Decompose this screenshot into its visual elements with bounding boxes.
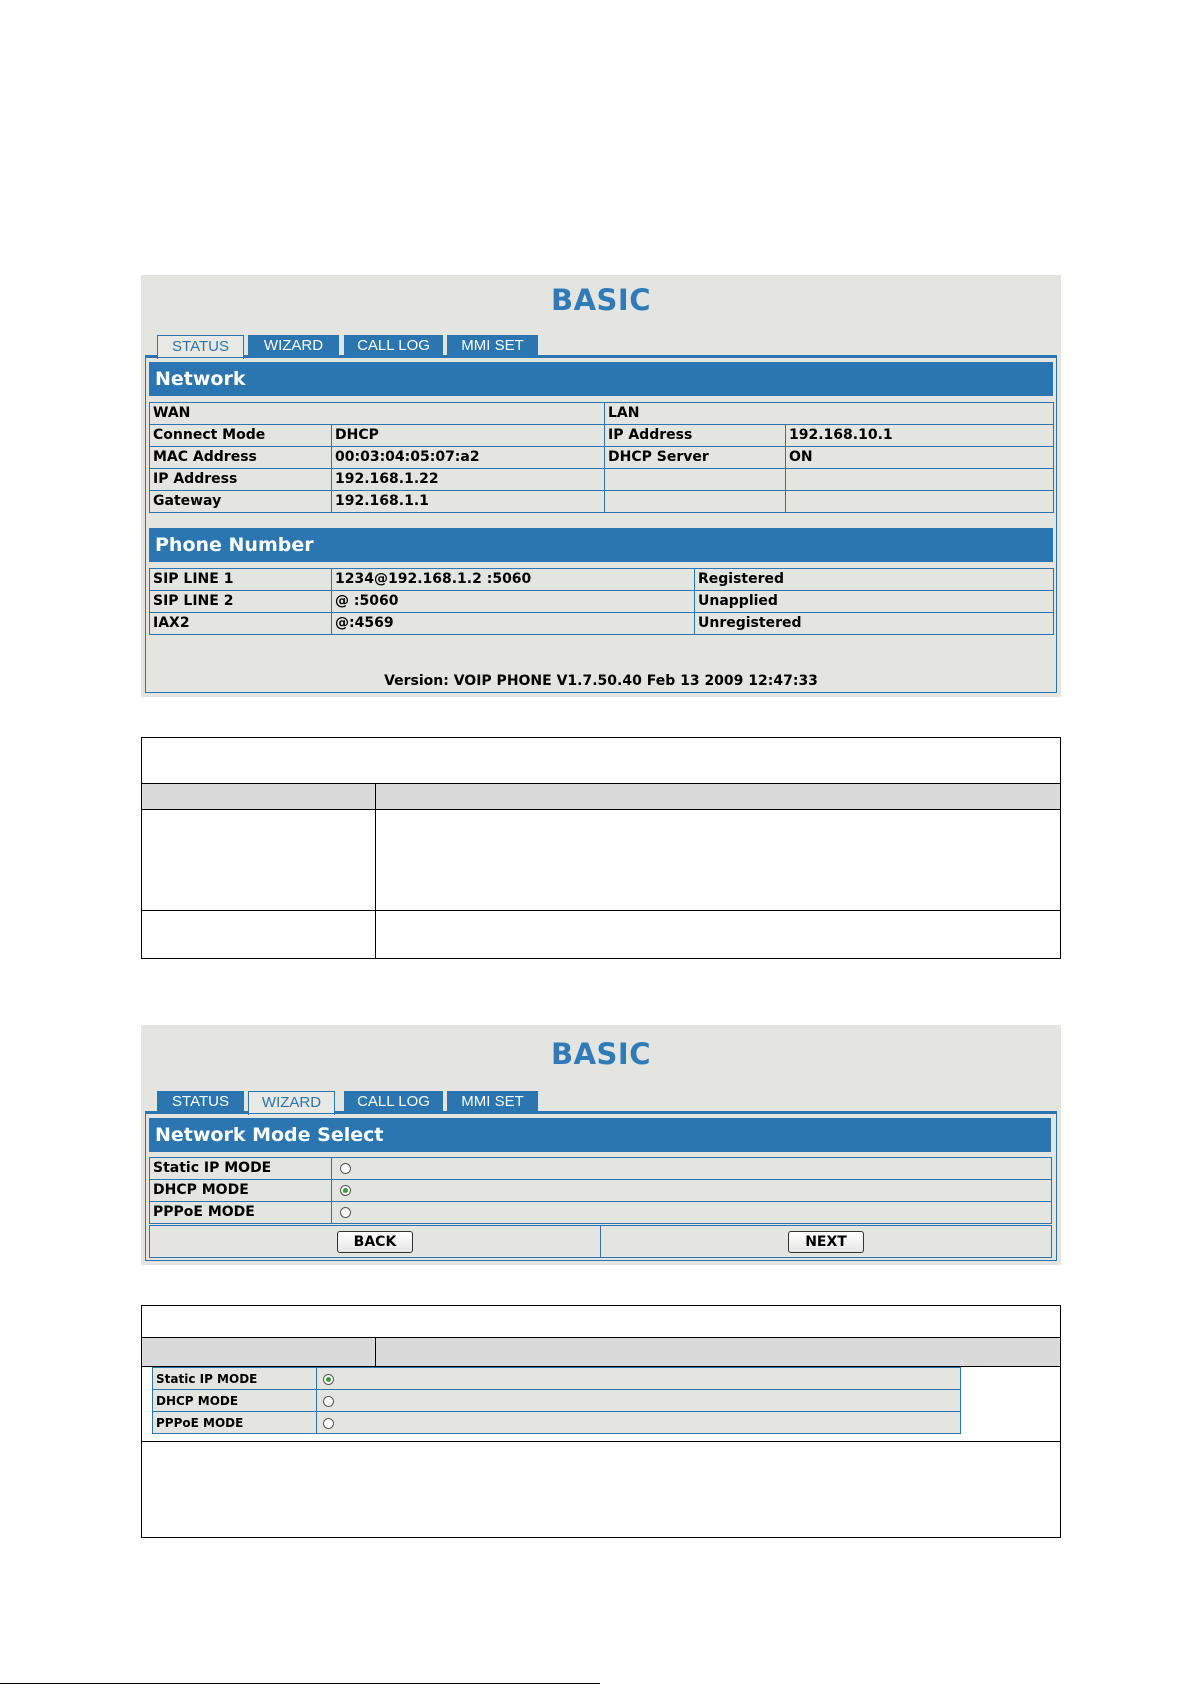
empty-cell — [786, 491, 1054, 513]
row-divider — [142, 809, 1060, 810]
empty-cell — [786, 469, 1054, 491]
static-ip-mode-radio[interactable] — [340, 1163, 351, 1174]
lan-dhcp-server-label: DHCP Server — [605, 447, 786, 469]
table-row — [153, 1368, 961, 1390]
dhcp-mode-label: DHCP MODE — [153, 1390, 317, 1412]
row-divider — [142, 910, 1060, 911]
wizard-nav-table — [149, 1225, 1052, 1258]
basic-status-panel — [141, 275, 1061, 697]
static-ip-mode-label: Static IP MODE — [150, 1158, 332, 1180]
sip-line-2-status: Unapplied — [695, 591, 1054, 613]
phone-number-heading: Phone Number — [149, 528, 1053, 562]
panel-title: BASIC — [550, 1037, 651, 1071]
sip-line-2-account: @ :5060 — [332, 591, 695, 613]
tab-call-log[interactable]: CALL LOG — [344, 335, 443, 357]
radio-cell — [332, 1202, 1052, 1224]
table-row — [150, 591, 1054, 613]
panel-title: BASIC — [550, 283, 651, 317]
table-row — [150, 447, 1054, 469]
wan-ip-address-value: 192.168.1.22 — [332, 469, 605, 491]
tab-status[interactable]: STATUS — [157, 335, 244, 359]
pppoe-mode-radio[interactable] — [340, 1207, 351, 1218]
table-row — [150, 425, 1054, 447]
table-row — [150, 1180, 1052, 1202]
network-heading: Network — [149, 362, 1053, 396]
lan-ip-address-label: IP Address — [605, 425, 786, 447]
radio-cell — [332, 1158, 1052, 1180]
table-row — [150, 1226, 1052, 1258]
table-row — [153, 1412, 961, 1434]
pppoe-mode-label: PPPoE MODE — [153, 1412, 317, 1434]
pppoe-mode-radio[interactable] — [323, 1418, 334, 1429]
radio-cell — [317, 1368, 961, 1390]
iax2-status: Unregistered — [695, 613, 1054, 635]
sip-line-2-label: SIP LINE 2 — [150, 591, 332, 613]
empty-cell — [605, 491, 786, 513]
dhcp-mode-radio[interactable] — [340, 1185, 351, 1196]
tab-status[interactable]: STATUS — [157, 1091, 244, 1113]
tab-bar — [145, 335, 1057, 357]
table-row — [150, 469, 1054, 491]
next-button[interactable]: NEXT — [788, 1231, 864, 1253]
tab-wizard[interactable]: WIZARD — [248, 335, 339, 357]
empty-cell — [605, 469, 786, 491]
tab-wizard[interactable]: WIZARD — [248, 1091, 335, 1115]
tab-mmi-set[interactable]: MMI SET — [447, 1091, 538, 1113]
wan-mac-address-label: MAC Address — [150, 447, 332, 469]
wan-gateway-value: 192.168.1.1 — [332, 491, 605, 513]
pppoe-mode-label: PPPoE MODE — [150, 1202, 332, 1224]
network-mode-table — [149, 1157, 1052, 1224]
sip-line-1-account: 1234@192.168.1.2 :5060 — [332, 569, 695, 591]
wan-connect-mode-value: DHCP — [332, 425, 605, 447]
header-row — [142, 1338, 1060, 1366]
network-mode-select-heading: Network Mode Select — [149, 1118, 1051, 1152]
table-row — [150, 403, 1054, 425]
next-cell — [601, 1226, 1052, 1258]
wan-ip-address-label: IP Address — [150, 469, 332, 491]
wan-gateway-label: Gateway — [150, 491, 332, 513]
sip-line-1-status: Registered — [695, 569, 1054, 591]
static-ip-mode-radio[interactable] — [323, 1374, 334, 1385]
table-row — [150, 569, 1054, 591]
table-row — [150, 613, 1054, 635]
radio-cell — [317, 1412, 961, 1434]
table-row — [150, 1158, 1052, 1180]
static-ip-mode-label: Static IP MODE — [153, 1368, 317, 1390]
wan-mac-address-value: 00:03:04:05:07:a2 — [332, 447, 605, 469]
table-row — [150, 491, 1054, 513]
back-cell — [150, 1226, 601, 1258]
header-row — [142, 784, 1060, 809]
basic-wizard-panel — [141, 1025, 1061, 1265]
tab-mmi-set[interactable]: MMI SET — [447, 335, 538, 357]
phone-number-table — [149, 568, 1054, 635]
iax2-label: IAX2 — [150, 613, 332, 635]
footer-rule — [0, 1683, 600, 1684]
wan-label: WAN — [150, 403, 605, 425]
column-divider — [375, 1337, 376, 1366]
version-text: Version: VOIP PHONE V1.7.50.40 Feb 13 2009 12:47:33 — [384, 673, 818, 689]
lan-ip-address-value: 192.168.10.1 — [786, 425, 1054, 447]
mode-example-table — [152, 1367, 961, 1434]
sip-line-1-label: SIP LINE 1 — [150, 569, 332, 591]
dhcp-mode-radio[interactable] — [323, 1396, 334, 1407]
column-divider — [375, 783, 376, 959]
radio-cell — [332, 1180, 1052, 1202]
lan-label: LAN — [605, 403, 1054, 425]
tab-call-log[interactable]: CALL LOG — [344, 1091, 443, 1113]
iax2-account: @:4569 — [332, 613, 695, 635]
dhcp-mode-label: DHCP MODE — [150, 1180, 332, 1202]
description-table-2 — [141, 1305, 1061, 1538]
tab-bar — [145, 1091, 1057, 1113]
radio-cell — [317, 1390, 961, 1412]
network-table — [149, 402, 1054, 513]
table-row — [150, 1202, 1052, 1224]
lan-dhcp-server-value: ON — [786, 447, 1054, 469]
row-divider — [142, 1441, 1060, 1442]
back-button[interactable]: BACK — [337, 1231, 413, 1253]
wan-connect-mode-label: Connect Mode — [150, 425, 332, 447]
table-row — [153, 1390, 961, 1412]
description-table-1 — [141, 737, 1061, 959]
